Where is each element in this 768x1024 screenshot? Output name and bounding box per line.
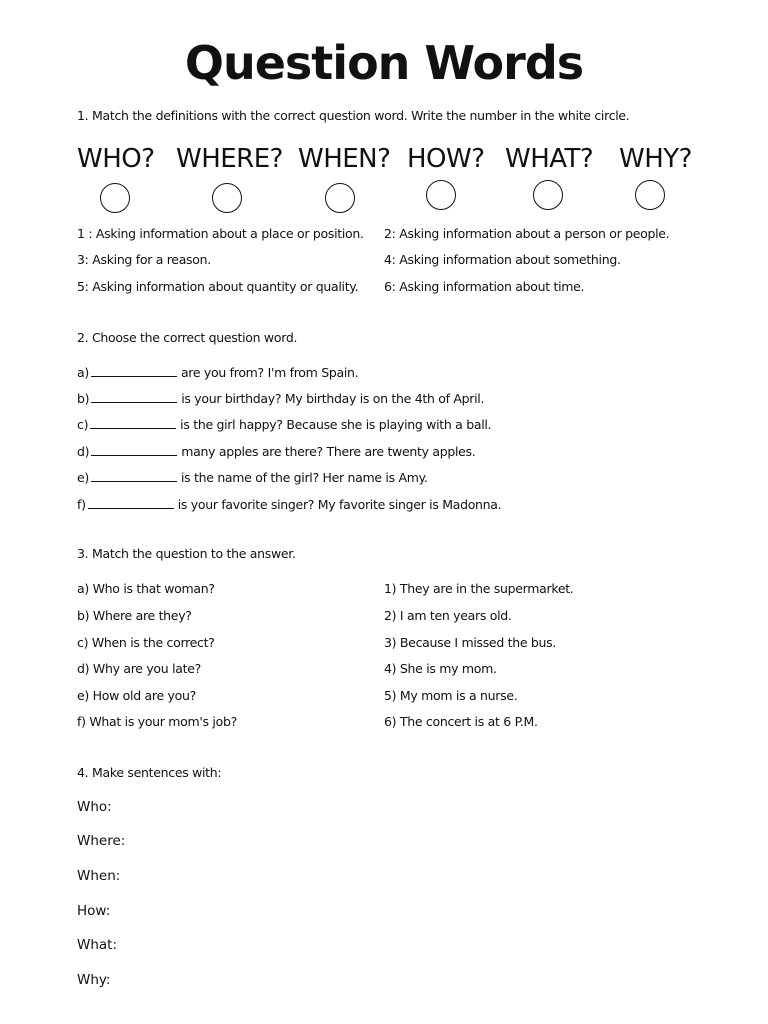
definition-item: 2: Asking information about a person or people.	[384, 226, 670, 241]
item-letter: b)	[77, 391, 90, 406]
match-question: c) When is the correct?	[77, 635, 215, 650]
section4-instruction: 4. Make sentences with:	[77, 765, 222, 780]
match-question: a) Who is that woman?	[77, 581, 215, 596]
answer-circle-why[interactable]	[635, 180, 665, 210]
sentence-prompt-when: When:	[77, 868, 121, 884]
answer-circle-where[interactable]	[212, 183, 242, 213]
question-word-why: WHY?	[619, 144, 692, 174]
fill-blank-item	[77, 470, 428, 485]
match-question: b) Where are they?	[77, 608, 192, 623]
match-answer: 5) My mom is a nurse.	[384, 688, 518, 703]
match-answer: 6) The concert is at 6 P.M.	[384, 714, 538, 729]
fill-blank-item	[77, 444, 475, 459]
definition-item: 1 : Asking information about a place or position.	[77, 226, 364, 241]
match-question: f) What is your mom's job?	[77, 714, 237, 729]
fill-blank-item	[77, 497, 501, 512]
question-word-what: WHAT?	[505, 144, 594, 174]
question-word-how: HOW?	[407, 144, 485, 174]
answer-blank[interactable]	[91, 446, 177, 456]
match-question: d) Why are you late?	[77, 661, 201, 676]
answer-circle-when[interactable]	[325, 183, 355, 213]
item-letter: e)	[77, 470, 89, 485]
question-word-where: WHERE?	[176, 144, 283, 174]
definition-item: 6: Asking information about time.	[384, 279, 585, 294]
answer-circle-how[interactable]	[426, 180, 456, 210]
match-answer: 3) Because I missed the bus.	[384, 635, 557, 650]
definition-item: 5: Asking information about quantity or quality.	[77, 279, 359, 294]
section1-instruction: 1. Match the definitions with the correct question word. Write the number in the white circle.	[77, 108, 630, 123]
sentence-prompt-how: How:	[77, 903, 111, 919]
page-title: Question Words	[184, 36, 584, 90]
fill-blank-item	[77, 365, 358, 380]
match-answer: 4) She is my mom.	[384, 661, 497, 676]
section3-instruction: 3. Match the question to the answer.	[77, 546, 296, 561]
item-text: is your favorite singer? My favorite singer is Madonna.	[177, 497, 502, 512]
definition-item: 4: Asking information about something.	[384, 252, 621, 267]
fill-blank-item	[77, 417, 491, 432]
match-question: e) How old are you?	[77, 688, 196, 703]
item-text: are you from? I'm from Spain.	[180, 365, 359, 380]
answer-blank[interactable]	[91, 393, 177, 403]
sentence-prompt-why: Why:	[77, 972, 111, 988]
sentence-prompt-who: Who:	[77, 799, 112, 815]
fill-blank-item	[77, 391, 484, 406]
answer-blank[interactable]	[91, 472, 177, 482]
item-letter: f)	[77, 497, 86, 512]
answer-circle-what[interactable]	[533, 180, 563, 210]
item-text: is your birthday? My birthday is on the 4th of April.	[181, 391, 485, 406]
item-letter: d)	[77, 444, 90, 459]
match-answer: 2) I am ten years old.	[384, 608, 512, 623]
item-text: is the girl happy? Because she is playing with a ball.	[180, 417, 492, 432]
match-answer: 1) They are in the supermarket.	[384, 581, 574, 596]
item-letter: a)	[77, 365, 89, 380]
sentence-prompt-where: Where:	[77, 833, 126, 849]
item-text: is the name of the girl? Her name is Amy.	[180, 470, 428, 485]
question-word-when: WHEN?	[298, 144, 391, 174]
question-word-who: WHO?	[77, 144, 155, 174]
answer-circle-who[interactable]	[100, 183, 130, 213]
item-text: many apples are there? There are twenty apples.	[181, 444, 476, 459]
answer-blank[interactable]	[88, 499, 174, 509]
answer-blank[interactable]	[90, 419, 176, 429]
item-letter: c)	[77, 417, 89, 432]
sentence-prompt-what: What:	[77, 937, 118, 953]
section2-instruction: 2. Choose the correct question word.	[77, 330, 298, 345]
definition-item: 3: Asking for a reason.	[77, 252, 211, 267]
answer-blank[interactable]	[91, 367, 177, 377]
